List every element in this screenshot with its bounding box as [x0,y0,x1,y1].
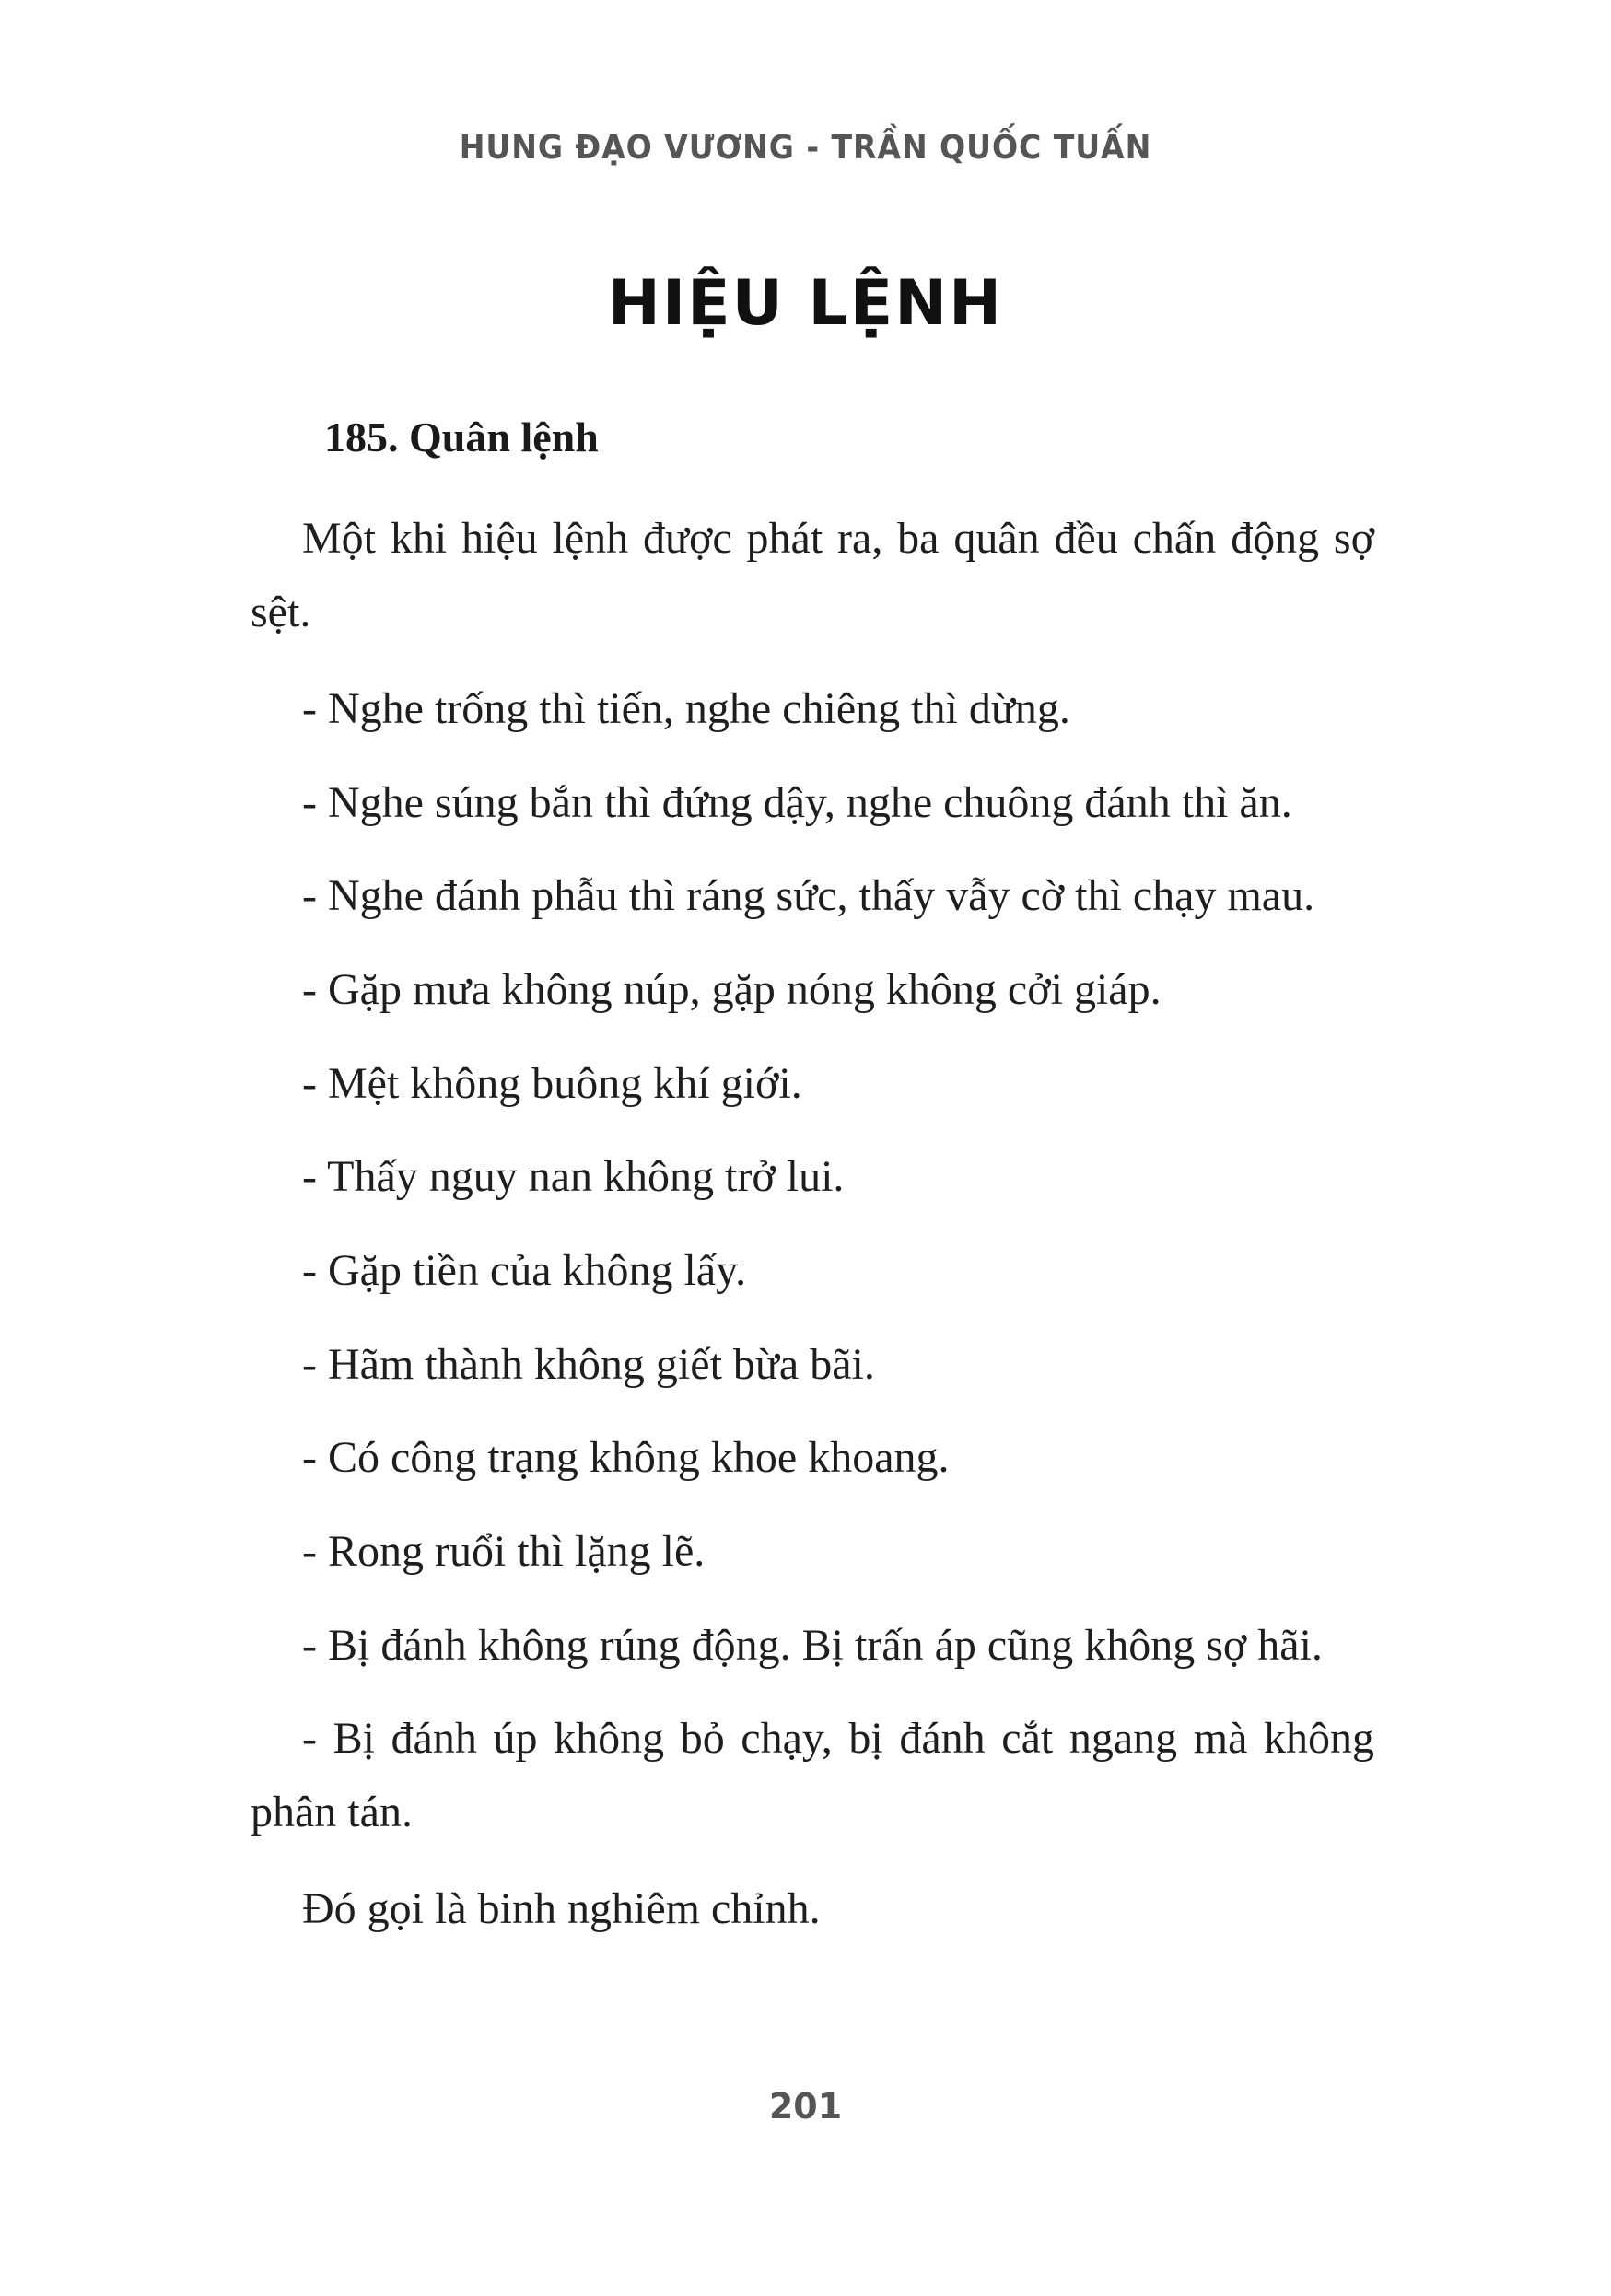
list-item: - Nghe đánh phẫu thì ráng sức, thấy vẫy cờ thì chạy mau. [302,871,1315,920]
running-header: HUNG ĐẠO VƯƠNG - TRẦN QUỐC TUẤN [459,129,1152,167]
list-item: - Gặp tiền của không lấy. [302,1246,747,1295]
list-item: - Mệt không buông khí giới. [302,1059,802,1108]
page-number: 201 [768,2086,843,2127]
list-item: - Nghe súng bắn thì đứng dậy, nghe chuông đánh thì ăn. [302,778,1292,827]
list-item: - Bị đánh úp không bỏ chạy, bị đánh cắt ngang mà không phân tán. [251,1714,1374,1836]
list-item: - Nghe trống thì tiến, nghe chiêng thì dừng. [302,684,1070,733]
intro-paragraph: Một khi hiệu lệnh được phát ra, ba quân đều chấn động sợ sệt. [251,514,1374,636]
list-item: - Gặp mưa không núp, gặp nóng không cởi giáp. [302,965,1162,1014]
list-item: - Thấy nguy nan không trở lui. [302,1152,845,1201]
section-heading: 185. Quân lệnh [324,414,599,460]
list-item: - Bị đánh không rúng động. Bị trấn áp cũng không sợ hãi. [302,1621,1323,1670]
chapter-title: HIỆU LỆNH [607,267,1004,340]
closing-paragraph: Đó gọi là binh nghiêm chỉnh. [302,1884,821,1933]
list-item: - Có công trạng không khoe khoang. [302,1433,950,1482]
list-item: - Rong ruổi thì lặng lẽ. [302,1527,706,1576]
list-item: - Hãm thành không giết bừa bãi. [302,1340,875,1389]
